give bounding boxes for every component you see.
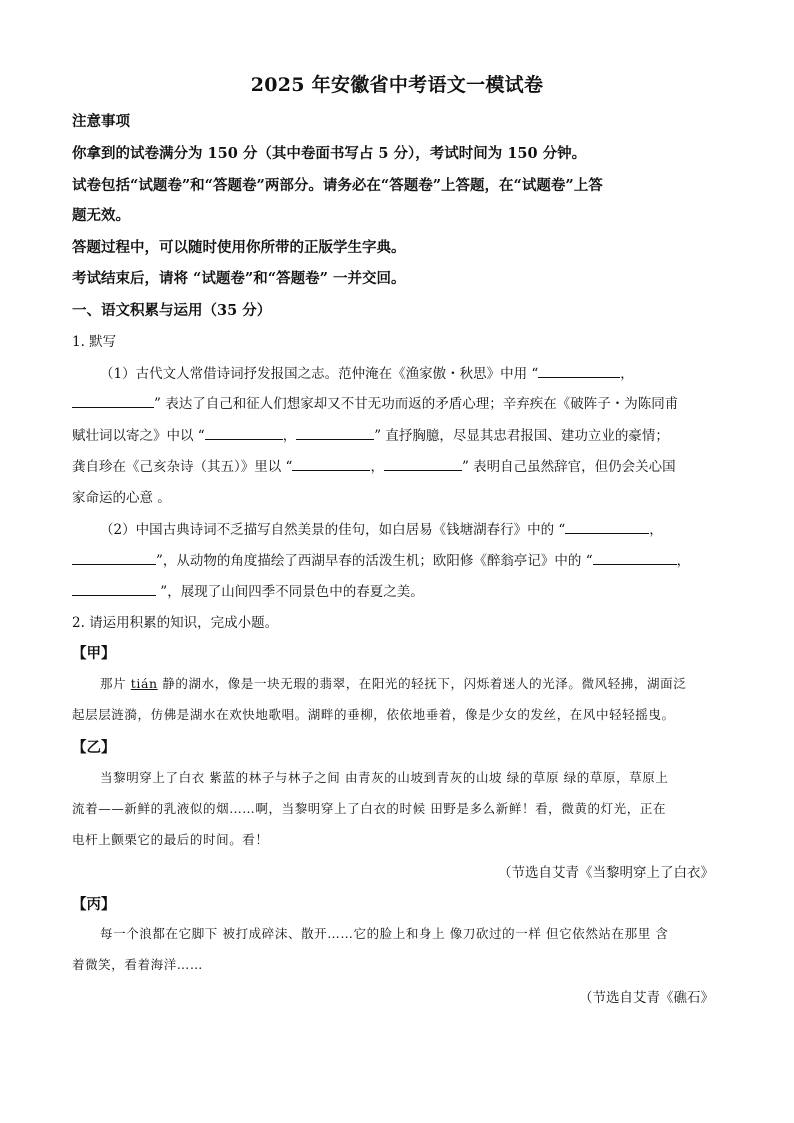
answer-blank[interactable] [296,425,374,440]
pinyin-blank: tián [130,676,158,691]
answer-blank[interactable] [292,456,370,471]
text-segment: ”，从动物的角度描绘了西湖早春的活泼生机；欧阳修《醉翁亭记》中的 “ [156,553,593,569]
paragraph-line [72,580,424,600]
answer-blank[interactable] [593,550,677,565]
passage-tag-jia: 【甲】 [72,645,116,662]
text-segment: 赋壮词以寄之》中以 “ [72,428,205,444]
answer-blank[interactable] [205,425,283,440]
text-segment: ， [620,366,634,382]
text-segment: ， [370,459,384,475]
answer-blank[interactable] [384,456,462,471]
text-segment: ， [676,553,691,569]
text-segment: ， [282,428,297,444]
notice-line: 考试结束后，请将 “试题卷”和“答题卷” 一并交回。 [72,270,406,287]
question-label: 2. 请运用积累的知识，完成小题。 [72,615,279,631]
notice-line: 题无效。 [72,207,130,224]
source-citation: （节选自艾青《当黎明穿上了白衣》 [498,865,714,881]
text-segment: 静的湖水，像是一块无瑕的翡翠，在阳光的轻抚下，闪烁着迷人的光泽。微风轻拂，湖面泛 [162,676,687,691]
text-segment: ” 表达了自己和征人们想家却又不甘无功而返的矛盾心理；辛弃疾在《破阵子・为陈同甫 [154,396,679,412]
answer-blank[interactable] [72,550,156,565]
text-segment: ” 表明自己虽然辞官，但仍会关心国 [461,459,676,475]
paragraph-line: 家命运的心意 。 [72,490,171,506]
text-segment: ”，展现了山间四季不同景色中的春夏之美。 [156,584,424,600]
answer-blank[interactable] [565,519,649,534]
text-segment: （1）古代文人常借诗词抒发报国之志。范仲淹在《渔家傲・秋思》中用 “ [100,366,539,382]
paragraph-line [72,424,669,444]
text-segment: （2）中国古典诗词不乏描写自然美景的佳句，如白居易《钱塘湖春行》中的 “ [100,522,566,538]
text-segment: ， [649,522,663,538]
passage-line: 着微笑，看着海洋…… [72,957,204,972]
passage-line [100,674,686,692]
passage-line: 流着——新鲜的乳液似的烟……啊，当黎明穿上了白衣的时候 田野是多么新鲜！看，微黄的灯光，正在 [72,801,667,816]
passage-tag-yi: 【乙】 [72,739,116,756]
text-segment: 龚自珍在《己亥杂诗（其五）》里以 “ [72,459,293,475]
passage-line: 当黎明穿上了白衣 紫蓝的林子与林子之间 由青灰的山坡到青灰的山坡 绿的草原 绿的草原，草原上 [100,770,669,785]
answer-blank[interactable] [538,363,620,378]
passage-tag-bing: 【丙】 [72,896,116,913]
text-segment: 那片 [100,676,127,691]
notice-line: 你拿到的试卷满分为 150 分（其中卷面书写占 5 分），考试时间为 150 分钟。 [72,145,587,162]
notice-line: 试卷包括“试题卷”和“答题卷”两部分。请务必在“答题卷”上答题，在“试题卷”上答 [72,177,603,194]
answer-blank[interactable] [72,393,154,408]
passage-line: 起层层涟漪，仿佛是湖水在欢快地歌唱。湖畔的垂柳，依依地垂着，像是少女的发丝，在风中轻轻摇曳。 [72,707,675,722]
source-citation: （节选自艾青《礁石》 [579,990,714,1006]
paragraph-line [100,518,663,538]
section-heading: 一、语文积累与运用（35 分） [72,302,272,319]
text-segment: ” 直抒胸臆，尽显其忠君报国、建功立业的豪情； [374,428,669,444]
notice-heading: 注意事项 [72,113,130,130]
answer-blank[interactable] [72,581,156,596]
paragraph-line [72,392,678,412]
paragraph-line [100,362,634,382]
passage-line: 每一个浪都在它脚下 被打成碎沫、散开……它的脸上和身上 像刀砍过的一样 但它依然站在那里 含 [100,926,669,941]
paragraph-line [72,549,690,569]
notice-line: 答题过程中，可以随时使用你所带的正版学生字典。 [72,239,406,256]
passage-line: 电杆上颤栗它的最后的时间。看！ [72,832,269,847]
paragraph-line [72,455,676,475]
question-label: 1. 默写 [72,334,117,350]
page-title: 2025 年安徽省中考语文一模试卷 [250,74,544,96]
